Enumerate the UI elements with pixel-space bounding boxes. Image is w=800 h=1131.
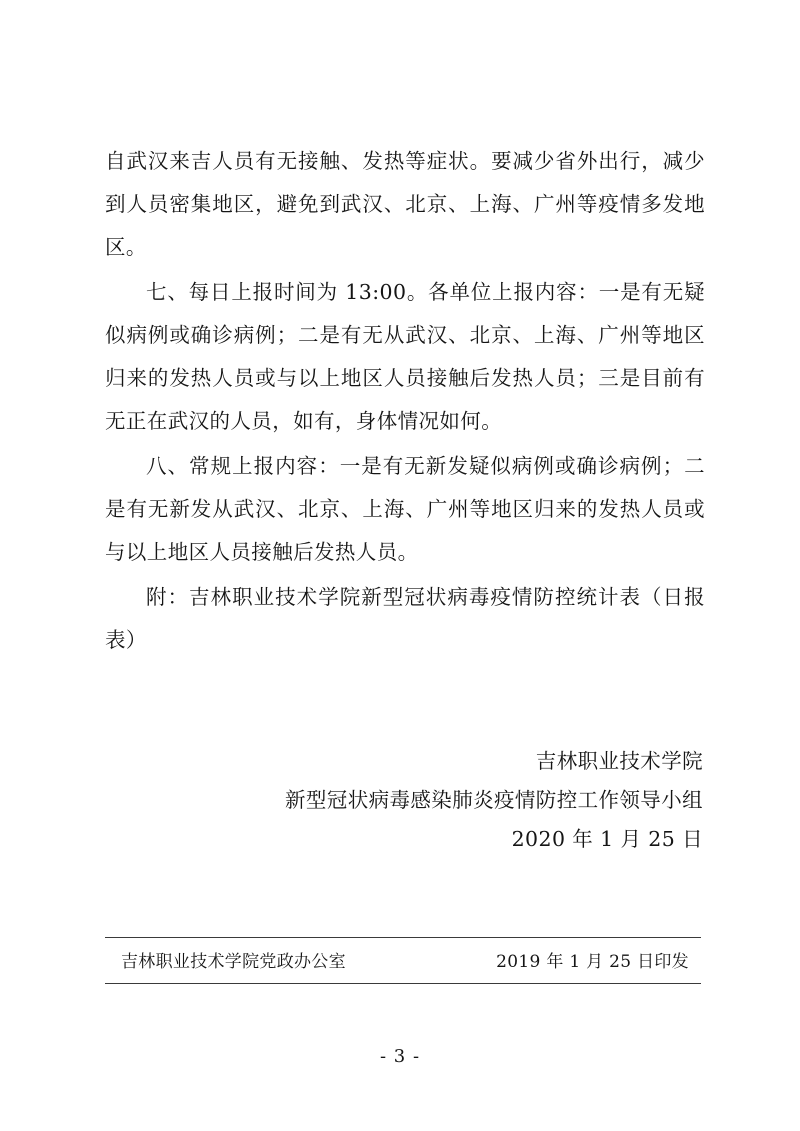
signature-date: 2020 年 1 月 25 日 (511, 827, 703, 851)
footer-divider-top (105, 937, 701, 938)
footer-issue-date: 2019 年 1 月 25 日印发 (496, 952, 689, 972)
document-body (105, 140, 705, 664)
page-number: - 3 - (379, 1046, 421, 1067)
signature-block (105, 742, 705, 859)
paragraph-attachment: 附：吉林职业技术学院新型冠状病毒疫情防控统计表（日报表） (105, 585, 705, 652)
paragraph-item-eight: 八、常规上报内容：一是有无新发疑似病例或确诊病例；二是有无新发从武汉、北京、上海、广州等地区归来的发热人员或与以上地区人员接触后发热人员。 (105, 454, 705, 564)
document-footer (105, 947, 701, 972)
signature-organization: 吉林职业技术学院 (535, 749, 703, 773)
footer-issuer: 吉林职业技术学院党政办公室 (121, 952, 346, 972)
footer-divider-bottom (105, 983, 701, 984)
signature-department: 新型冠状病毒感染肺炎疫情防控工作领导小组 (285, 788, 703, 812)
paragraph-item-seven: 七、每日上报时间为 13:00。各单位上报内容：一是有无疑似病例或确诊病例；二是有无从武汉、北京、上海、广州等地区归来的发热人员或与以上地区人员接触后发热人员；三是目前有无正在武汉的人员，如有，身体情况如何。 (105, 280, 705, 433)
paragraph-continuation: 自武汉来吉人员有无接触、发热等症状。要减少省外出行，减少到人员密集地区，避免到武汉、北京、上海、广州等疫情多发地区。 (105, 149, 705, 259)
